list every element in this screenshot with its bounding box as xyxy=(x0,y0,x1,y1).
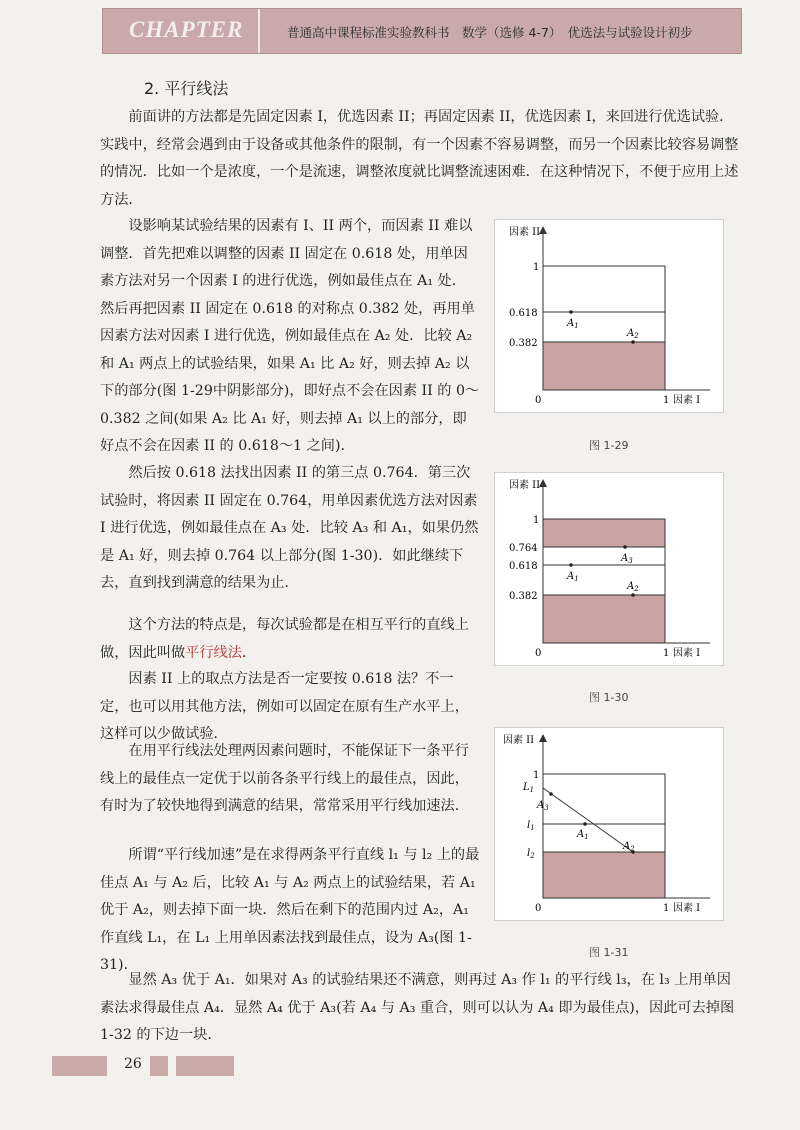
x-axis-label: 因素 I xyxy=(673,395,701,406)
label-A1: $A_1$ xyxy=(567,571,579,583)
discarded-region-top xyxy=(543,519,665,547)
footer-bar-left xyxy=(52,1056,107,1076)
point-A2 xyxy=(631,593,635,597)
label-A1: $A_1$ xyxy=(577,829,589,841)
label-l1: $l_1$ xyxy=(527,820,535,832)
label-l2: $l_2$ xyxy=(527,848,535,860)
y-one-label: 1 xyxy=(533,770,540,781)
x-one-label: 1 xyxy=(663,903,670,914)
tick-0618: 0.618 xyxy=(509,308,538,319)
paragraph-4 xyxy=(100,612,480,667)
caption-1-29: 图 1-29 xyxy=(589,439,629,452)
y-axis-label: 因素 II xyxy=(509,480,541,491)
tick-0764: 0.764 xyxy=(509,543,538,554)
label-A3: $A_3$ xyxy=(537,800,549,812)
paragraph-4-text: 这个方法的特点是，每次试验都是在相互平行的直线上做，因此叫做 xyxy=(100,617,469,661)
discarded-region xyxy=(543,852,665,898)
tick-0382: 0.382 xyxy=(509,338,538,349)
paragraph-8: 显然 A₃ 优于 A₁．如果对 A₃ 的试验结果还不满意，则再过 A₃ 作 l₁ 的平行线 l₃，在 l₃ 上用单因素法求得最佳点 A₄．显然 A₄ 优于 A₃(若 A₄ 与 A₃ 重合，则可以认为 A₄ 即为最佳点)，因此可去掉图 1-32 的下边一块． xyxy=(100,972,735,1043)
label-A3: $A_3$ xyxy=(621,553,633,565)
y-one-label: 1 xyxy=(533,262,540,273)
y-axis-label: 因素 II xyxy=(503,735,535,746)
caption-1-31: 图 1-31 xyxy=(589,946,629,959)
paragraph-1: 前面讲的方法都是先固定因素 I，优选因素 II；再固定因素 II，优选因素 I，来回进行优选试验．实践中，经常会遇到由于设备或其他条件的限制，有一个因素不容易调整，而另一个因素比较容易调整的情况．比如一个是浓度，一个是流速，调整浓度就比调整流速困难．在这种情况下，不便于应用上述方法． xyxy=(100,109,739,208)
page-number: 26 xyxy=(124,1056,142,1072)
label-L1: $L_1$ xyxy=(523,782,535,794)
paragraph-3: 然后按 0.618 法找出因素 II 的第三点 0.764．第三次试验时，将因素 II 固定在 0.764，用单因素优选方法对因素 I 进行优选，例如最佳点在 A₃ 处．比较 A₃ 和 A₁，如果仍然是 A₁ 好，则去掉 0.764 以上部分(图 1-30)．如此继续下去，直到找到满意的结果为止． xyxy=(100,465,479,591)
origin-label: 0 xyxy=(535,903,542,914)
figure-1-29 xyxy=(494,219,724,413)
point-A3 xyxy=(549,792,553,796)
header-divider xyxy=(258,9,260,53)
point-A3 xyxy=(623,545,627,549)
point-A1 xyxy=(569,310,573,314)
y-one-label: 1 xyxy=(533,515,540,526)
page-header xyxy=(102,8,742,54)
paragraph-6: 在用平行线法处理两因素问题时，不能保证下一条平行线上的最佳点一定优于以前各条平行线上的最佳点，因此，有时为了较快地得到满意的结果，常常采用平行线加速法． xyxy=(100,743,469,814)
tick-0618: 0.618 xyxy=(509,561,538,572)
paragraph-7: 所谓“平行线加速”是在求得两条平行直线 l₁ 与 l₂ 上的最佳点 A₁ 与 A₂ 后，比较 A₁ 与 A₂ 两点上的试验结果，若 A₁ 优于 A₂，则去掉下面一块．然后在剩下的范围内过 A₂，A₁ 作直线 L₁，在 L₁ 上用单因素法找到最佳点，设为 A₃(图 1-31)． xyxy=(100,847,480,973)
x-one-label: 1 xyxy=(663,395,670,406)
paragraph-2: 设影响某试验结果的因素有 I、II 两个，而因素 II 难以调整．首先把难以调整的因素 II 固定在 0.618 处，用单因素方法对另一个因素 I 的进行优选，例如最佳点在 A₁ 处．然后再把因素 II 固定在 0.618 的对称点 0.382 处，再用单因素方法对因素 I 进行优选，例如最佳点在 A₂ 处．比较 A₂ 和 A₁ 两点上的试验结果，如果 A₁ 比 A₂ 好，则去掉 A₂ 以下的部分(图 1-29中阴影部分)，即好点不会在因素 II 的 0～0.382 之间(如果 A₂ 比 A₁ 好，则去掉 A₁ 以上的部分，即好点不会在因素 II 的 0.618～1 之间)． xyxy=(100,218,480,454)
section-title: 2. 平行线法 xyxy=(144,79,229,98)
paragraph-5: 因素 II 上的取点方法是否一定要按 0.618 法？不一定，也可以用其他方法，例如可以固定在原有生产水平上，这样可以少做试验． xyxy=(100,671,469,742)
point-A1 xyxy=(569,563,573,567)
origin-label: 0 xyxy=(535,648,542,659)
footer-bar-mid xyxy=(150,1056,168,1076)
y-axis-label: 因素 II xyxy=(509,227,541,238)
point-A2 xyxy=(631,340,635,344)
label-A2: $A_2$ xyxy=(623,841,635,853)
x-axis-label: 因素 I xyxy=(673,903,701,914)
term-parallel-line-method: 平行线法 xyxy=(185,644,242,661)
x-one-label: 1 xyxy=(663,648,670,659)
label-A2: $A_2$ xyxy=(627,328,639,340)
paragraph-4-end: ． xyxy=(241,644,257,661)
label-A1: $A_1$ xyxy=(567,318,579,330)
point-A1 xyxy=(583,822,587,826)
footer-bar-right xyxy=(176,1056,234,1076)
origin-label: 0 xyxy=(535,395,542,406)
caption-1-30: 图 1-30 xyxy=(589,691,629,704)
x-axis-label: 因素 I xyxy=(673,648,701,659)
figure-1-31 xyxy=(494,727,724,921)
discarded-region xyxy=(543,342,665,390)
book-title: 普通高中课程标准实验教科书 数学（选修 4-7） 优选法与试验设计初步 xyxy=(287,25,693,40)
line-L1 xyxy=(543,788,633,852)
label-A2: $A_2$ xyxy=(627,581,639,593)
chapter-label: CHAPTER xyxy=(129,17,244,42)
discarded-region-bottom xyxy=(543,595,665,643)
figure-1-30 xyxy=(494,472,724,666)
tick-0382: 0.382 xyxy=(509,591,538,602)
